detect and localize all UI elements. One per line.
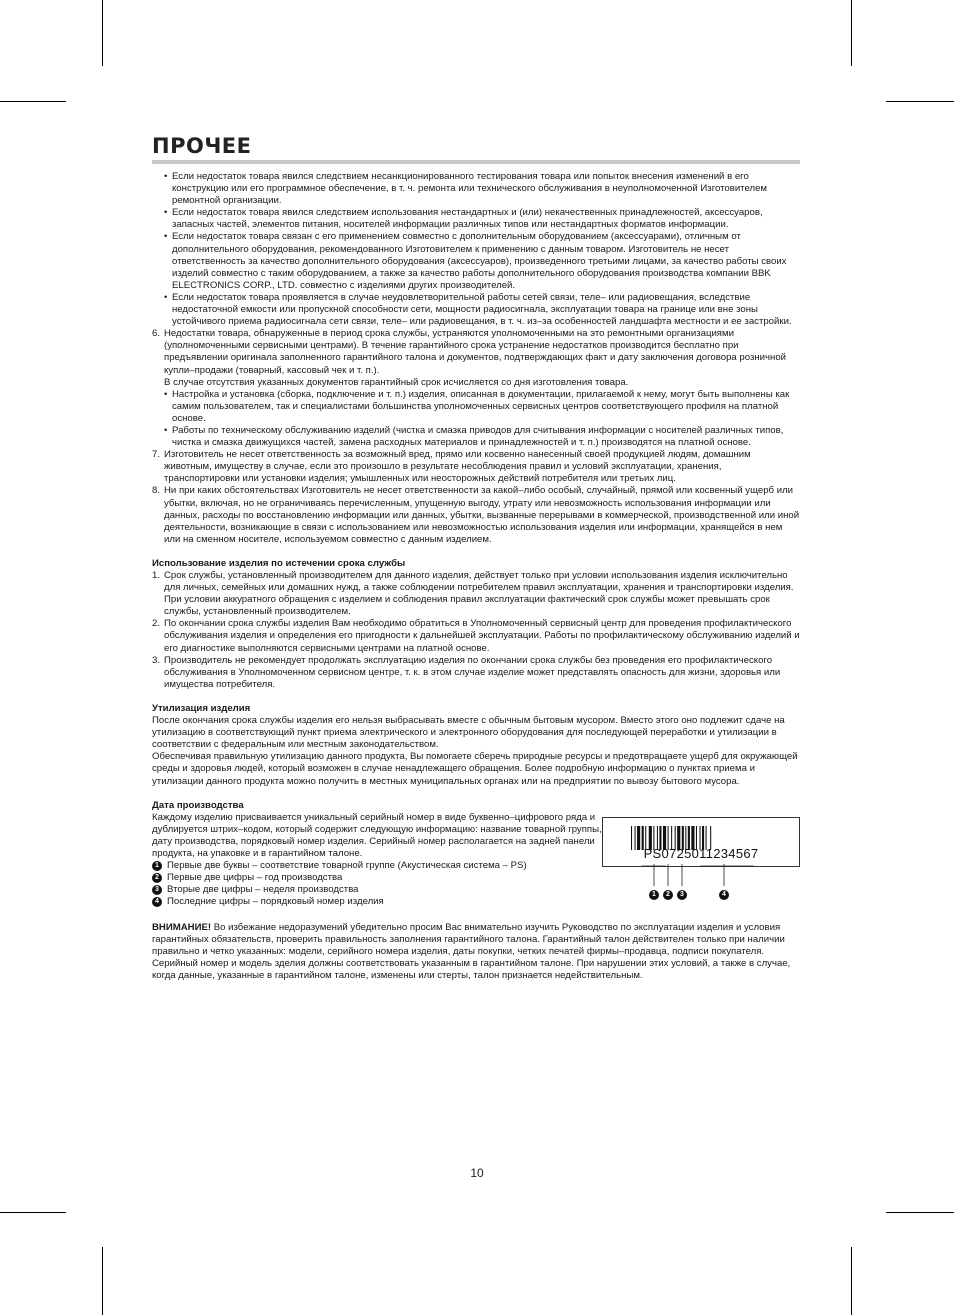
bullet-text: Если недостаток товара проявляется в случае неудовлетворительной работы сетей связи, теле– или радиовещания, вследствие недостаточной емкости или пропускной способности сети, мощности радиосигнала, эксплуатации товара на границе или вне зоны устойчивого приема радиосигнала сети связи, теле– или радиовещания, в т. ч. из–за особенностей ландшафта местности и ее застройки. — [172, 291, 792, 328]
barcode-pointer-lines — [602, 864, 800, 894]
production-date-paragraph: Каждому изделию присваивается уникальный серийный номер в виде буквенно–цифрового ряда и дублируется штрих–кодом, который содержит следующую информацию: название товарной группы, дату производства, порядковый номер изделия. Серийный номер располагается на задней панели продукта, на упаковке и в гарантийном талоне. — [152, 811, 602, 859]
title-rule — [152, 160, 800, 164]
serial-legend-item — [152, 896, 602, 908]
legend-text: Первые две буквы – соответствие товарной группе (Акустическая система – PS) — [167, 860, 527, 872]
item-number: 8. — [152, 485, 161, 497]
item-text: Ни при каких обстоятельствах Изготовитель не несет ответственности за какой–либо особый, случайный, прямой или косвенный ущерб или убытки, включая, но не ограничиваясь перечисленным, упущенную выгоду, утрату или невозможность использования информации или данных, расходы по восстановлению информации или данных, убытки, вызванные перерывами в коммерческой, производственной или иной деятельности, возникающие в связи с использованием или невозможностью использования изделия или информации, хранящейся в нем или на сменном носителе, используемом совместно с данным изделием. — [164, 485, 800, 545]
item-number: 2. — [152, 618, 161, 630]
item-text: Производитель не рекомендует продолжать эксплуатацию изделия по окончании срока службы без проведения его профилактического обслуживания в Уполномоченном сервисном центре, т. к. в этом случае изделие может представлять опасность для жизни, здоровья или имущества потребителя. — [164, 654, 781, 690]
list-item: • Если недостаток товара явился следствием использования нестандартных и (или) некачественных принадлежностей, аксессуаров, запасных частей, элементов питания, носителей информации различных типов или нестандартных форматов информации. — [164, 207, 763, 231]
list-item: • Если недостаток товара явился следствием несанкционированного тестирования товара или попыток внесения изменений в его конструкцию или его программное обеспечение, в т. ч. ремонта или технического обслуживания в неуполномоченной Изготовителем ремонтной организации. — [164, 171, 768, 207]
item-text: По окончании срока службы изделия Вам необходимо обратиться в Уполномоченный сервисный центр для проведения профилактического обслуживания изделия и определения его пригодности к дальнейшей эксплуатации. Работы по профилактическому обслуживанию изделий и его диагностике выполняются сервисными центрами на платной основе. — [164, 618, 800, 654]
barcode-figure — [602, 814, 800, 910]
item-number: 3. — [152, 654, 161, 666]
section-heading-service-life: Использование изделия по истечении срока службы — [152, 557, 406, 569]
numbered-item-8 — [152, 485, 800, 545]
legend-text: Последние цифры – порядковый номер изделия — [167, 896, 384, 908]
item-6-note: В случае отсутствия указанных документов гарантийный срок исчисляется со дня изготовления товара. — [164, 376, 629, 388]
numbered-item-6 — [152, 328, 800, 376]
barcode-label — [602, 817, 800, 867]
bullet-text: Настройка и установка (сборка, подключение и т. п.) изделия, описанная в документации, прилагаемой к нему, могут быть выполнены как самим пользователем, так и специалистами большинства уполномоченных сервисных центров соответствующего профиля на платной основе. — [172, 388, 790, 424]
number-circle-icon: 2 — [152, 873, 162, 883]
number-circle-icon: 4 — [152, 897, 162, 907]
section-heading-disposal: Утилизация изделия — [152, 702, 251, 714]
item-number: 6. — [152, 328, 161, 340]
numbered-item-7 — [152, 449, 800, 485]
bullet-text: Если недостаток товара связан с его применением совместно с дополнительным оборудованием (аксессуарами), отличным от дополнительного оборудования, рекомендованного Изготовителем к применению с данным товаром. Изготовитель не несет ответственность за качество дополнительного оборудования (аксессуаров), произведенного третьими лицами, за качество работы своих изделий совместно с таким оборудованием, а также за качество работы дополнительного оборудования производства компании BBK ELECTRONICS CORP., LTD. совместно с изделиями других производителей. — [172, 231, 787, 291]
crop-mark — [0, 1212, 66, 1213]
numbered-item — [152, 655, 800, 691]
bullet-text: Работы по техническому обслуживанию изделий (чистка и смазка приводов для считывания информации с носителей различных типов, чистка и смазка движущихся частей, замена расходных материалов и принадлежностей и т. п.) производятся на платной основе. — [172, 424, 784, 449]
serial-legend-item — [152, 872, 602, 884]
number-circle-icon: 1 — [152, 861, 162, 871]
page-number: 10 — [470, 1166, 484, 1180]
list-item: • Настройка и установка (сборка, подключение и т. п.) изделия, описанная в документации, прилагаемой к нему, могут быть выполнены как самим пользователем, так и специалистами большинства уполномоченных сервисных центров соответствующего профиля на платной основе. — [164, 388, 790, 424]
serial-legend-item — [152, 884, 602, 896]
list-item: • Работы по техническому обслуживанию изделий (чистка и смазка приводов для считывания информации с носителей различных типов, чистка и смазка движущихся частей, замена расходных материалов и принадлежностей и т. п.) производятся на платной основе. — [164, 424, 784, 449]
bullet-text: Если недостаток товара явился следствием использования нестандартных и (или) некачественных принадлежностей, аксессуаров, запасных частей, элементов питания, носителей информации различных типов или нестандартных форматов информации. — [172, 207, 763, 231]
number-circle-icon: 3 — [677, 890, 687, 900]
warning-label: ВНИМАНИЕ! — [152, 921, 212, 933]
warning-paragraph — [152, 922, 800, 982]
number-circle-icon: 4 — [719, 890, 729, 900]
list-item: • Если недостаток товара связан с его применением совместно с дополнительным оборудованием (аксессуарами), отличным от дополнительного оборудования, рекомендованного Изготовителем к применению с данным товаром. Изготовитель не несет ответственность за качество дополнительного оборудования (аксессуаров), произведенного третьими лицами, за качество работы своих изделий совместно с таким оборудованием, а также за качество работы дополнительного оборудования производства компании BBK ELECTRONICS CORP., LTD. совместно с изделиями других производителей. — [164, 231, 787, 291]
serial-number: PS0725011234567 — [643, 845, 759, 861]
number-circle-icon: 3 — [152, 885, 162, 895]
crop-mark — [102, 1247, 103, 1315]
bullet-text: Если недостаток товара явился следствием несанкционированного тестирования товара или попыток внесения изменений в его конструкцию или его программное обеспечение, в т. ч. ремонта или технического обслуживания в неуполномоченной Изготовителем ремонтной организации. — [172, 171, 768, 207]
serial-legend-item — [152, 860, 602, 872]
warning-text: Во избежание недоразумений убедительно просим Вас внимательно изучить Руководство по эксплуатации изделия и условия гарантийных обязательств, проверить правильность заполнения гарантийного талона. Гарантийный талон действителен только при наличии правильно и четко указанных: модели, серийного номера изделия, даты покупки, четких печатей фирмы–продавца, подписи покупателя. Серийный номер и модель зделия должны соответствовать указанным в гарантийном талоне. При нарушении этих условий, а также в случае, когда данные, указанные в гарантийном талоне, изменены или стерты, талон признается недействительным. — [152, 921, 791, 982]
item-text: Срок службы, установленный производителем для данного изделия, действует только при условии использования изделия исключительно для личных, семейных или домашних нужд, а также соблюдении потребителем правил эксплуатации, хранения и транспортировки изделия. При условии аккуратного обращения с изделием и соблюдения правил эксплуатации фактический срок службы может превышать срок службы, установленный производителем. — [164, 570, 794, 618]
production-date-section — [152, 812, 800, 910]
numbered-item — [152, 570, 800, 618]
item-number: 1. — [152, 570, 161, 581]
page-title: ПРОЧЕЕ — [152, 134, 252, 158]
crop-mark — [886, 101, 954, 102]
item-text: Недостатки товара, обнаруженные в период срока службы, устраняются уполномоченными на это ремонтными организациями (уполномоченными сервисными центрами). В течение гарантийного срока устранение недостатков производится бесплатно при предъявлении оригинала заполненного гарантийного талона и документов, подтверждающих факт и дату заключения договора розничной купли–продажи (товарный, кассовый чек и т. п.). — [164, 328, 787, 376]
numbered-item — [152, 618, 800, 654]
legend-text: Вторые две цифры – неделя производства — [167, 884, 359, 896]
crop-mark — [851, 0, 852, 66]
disposal-paragraph: После окончания срока службы изделия его нельзя выбрасывать вместе с обычным бытовым мусором. Вместо этого оно подлежит сдаче на утилизацию в соответствующий пункт приема электрического и электронного оборудования для последующей переработки и утилизации в соответствии с федеральным или местным законодательством. — [152, 715, 785, 751]
item-text: Изготовитель не несет ответственность за возможный вред, прямо или косвенно нанесенный своей продукцией людям, домашним животным, имуществу в случае, если это произошло в результате несоблюдения правил и условий эксплуатации, хранения, транспортировки или установки изделия; умышленных или неосторожных действий потребителя или третьих лиц. — [164, 449, 751, 485]
crop-mark — [886, 1212, 954, 1213]
legend-text: Первые две цифры – год производства — [167, 872, 343, 884]
disposal-paragraph: Обеспечивая правильную утилизацию данного продукта, Вы помогаете сберечь природные ресурсы и предотвращаете ущерб для окружающей среды и здоровья людей, который возможен в случае ненадлежащего обращения. Более подробную информацию о пунктах приема и утилизации данного продукта можно получить в местных муниципальных органах или на предприятии по вывозу бытового мусора. — [152, 751, 798, 787]
crop-mark — [851, 1247, 852, 1315]
number-circle-icon: 1 — [649, 890, 659, 900]
production-date-text — [152, 812, 602, 909]
list-item: • Если недостаток товара проявляется в случае неудовлетворительной работы сетей связи, теле– или радиовещания, вследствие недостаточной емкости или пропускной способности сети, мощности радиосигнала, эксплуатации товара на границе или вне зоны устойчивого приема радиосигнала сети связи, теле– или радиовещания, в т. ч. из–за особенностей ландшафта местности и ее застройки. — [164, 291, 792, 328]
crop-mark — [102, 0, 103, 66]
section-heading-production-date: Дата производства — [152, 799, 244, 811]
number-circle-icon: 2 — [663, 890, 673, 900]
item-number: 7. — [152, 449, 161, 461]
crop-mark — [0, 101, 66, 102]
page-content — [152, 171, 800, 982]
